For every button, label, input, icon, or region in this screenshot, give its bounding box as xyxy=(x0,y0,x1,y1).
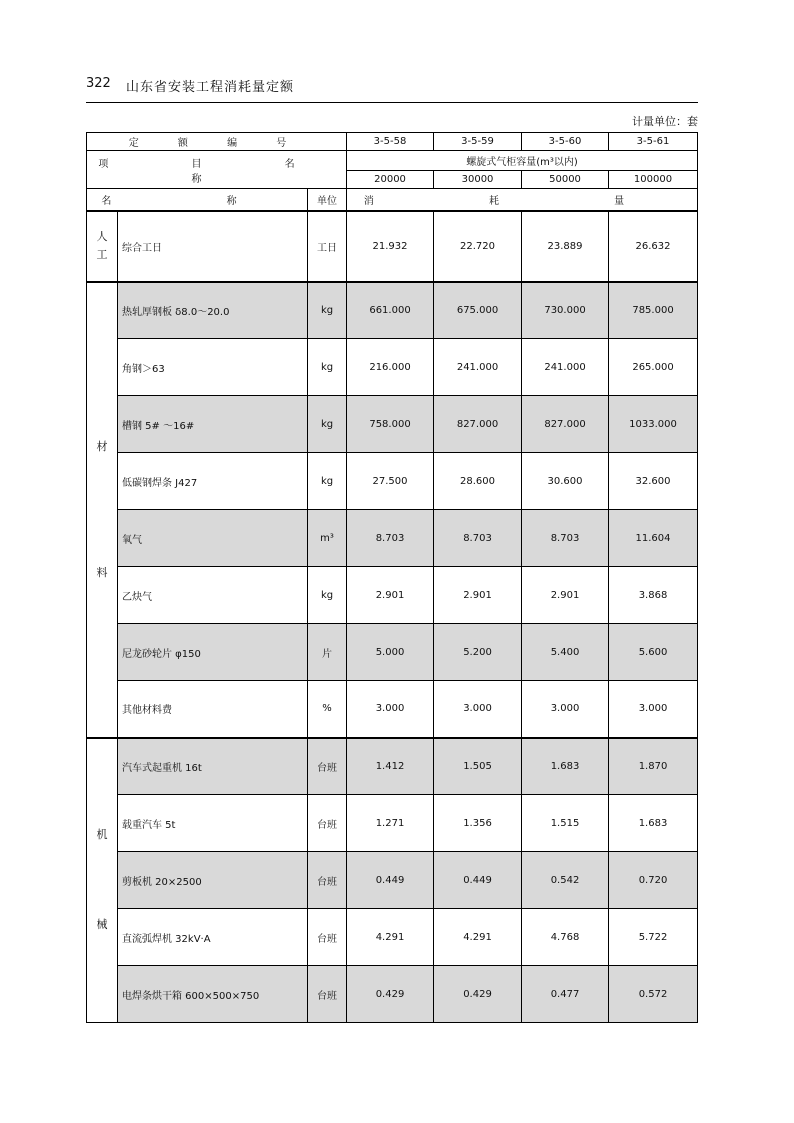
value-cell: 0.720 xyxy=(609,852,698,909)
value-cell: 0.542 xyxy=(522,852,609,909)
book-title: 山东省安装工程消耗量定额 xyxy=(126,80,295,95)
value-cell: 1033.000 xyxy=(609,396,698,453)
value-cell: 1.505 xyxy=(434,738,522,795)
resource-name: 槽钢 5# ～16# xyxy=(118,396,308,453)
quota-no-label: 定 额 编 号 xyxy=(87,133,347,151)
resource-unit: 台班 xyxy=(308,738,347,795)
quota-no: 3-5-59 xyxy=(434,133,522,151)
resource-unit: 工日 xyxy=(308,211,347,282)
value-cell: 28.600 xyxy=(434,453,522,510)
value-cell: 26.632 xyxy=(609,211,698,282)
value-cell: 0.572 xyxy=(609,966,698,1023)
value-cell: 3.868 xyxy=(609,567,698,624)
value-cell: 8.703 xyxy=(347,510,434,567)
resource-name: 汽车式起重机 16t xyxy=(118,738,308,795)
page-number: 322 xyxy=(86,76,111,91)
value-cell: 23.889 xyxy=(522,211,609,282)
col-consumption-header: 消 耗 量 xyxy=(347,189,698,211)
value-cell: 3.000 xyxy=(347,681,434,738)
value-cell: 5.200 xyxy=(434,624,522,681)
value-cell: 2.901 xyxy=(434,567,522,624)
value-cell: 3.000 xyxy=(434,681,522,738)
resource-name: 直流弧焊机 32kV·A xyxy=(118,909,308,966)
value-cell: 661.000 xyxy=(347,282,434,339)
value-cell: 0.429 xyxy=(434,966,522,1023)
value-cell: 0.477 xyxy=(522,966,609,1023)
resource-name: 综合工日 xyxy=(118,211,308,282)
value-cell: 1.271 xyxy=(347,795,434,852)
value-cell: 5.600 xyxy=(609,624,698,681)
value-cell: 5.400 xyxy=(522,624,609,681)
value-cell: 2.901 xyxy=(347,567,434,624)
resource-unit: 台班 xyxy=(308,795,347,852)
resource-name: 其他材料费 xyxy=(118,681,308,738)
page-header xyxy=(86,70,698,103)
resource-unit: % xyxy=(308,681,347,738)
value-cell: 827.000 xyxy=(434,396,522,453)
value-cell: 4.291 xyxy=(347,909,434,966)
value-cell: 1.356 xyxy=(434,795,522,852)
resource-name: 载重汽车 5t xyxy=(118,795,308,852)
resource-unit: kg xyxy=(308,453,347,510)
value-cell: 11.604 xyxy=(609,510,698,567)
value-cell: 1.515 xyxy=(522,795,609,852)
quota-no: 3-5-58 xyxy=(347,133,434,151)
resource-name: 热轧厚钢板 δ8.0～20.0 xyxy=(118,282,308,339)
value-cell: 1.412 xyxy=(347,738,434,795)
item-name: 螺旋式气柜容量(m³以内) xyxy=(347,151,698,171)
quota-table xyxy=(86,132,698,1023)
value-cell: 4.768 xyxy=(522,909,609,966)
value-cell: 3.000 xyxy=(609,681,698,738)
value-cell: 3.000 xyxy=(522,681,609,738)
value-cell: 30.600 xyxy=(522,453,609,510)
value-cell: 216.000 xyxy=(347,339,434,396)
resource-name: 尼龙砂轮片 φ150 xyxy=(118,624,308,681)
category-materials: 材 料 xyxy=(87,282,118,738)
item-label: 项 目 名 称 xyxy=(87,151,347,189)
value-cell: 758.000 xyxy=(347,396,434,453)
resource-unit: 片 xyxy=(308,624,347,681)
resource-name: 氧气 xyxy=(118,510,308,567)
resource-unit: 台班 xyxy=(308,909,347,966)
resource-name: 角钢＞63 xyxy=(118,339,308,396)
capacity: 100000 xyxy=(609,171,698,189)
resource-name: 低碳钢焊条 J427 xyxy=(118,453,308,510)
value-cell: 5.000 xyxy=(347,624,434,681)
value-cell: 0.449 xyxy=(434,852,522,909)
category-machinery: 机 械 xyxy=(87,738,118,1023)
value-cell: 675.000 xyxy=(434,282,522,339)
value-cell: 1.683 xyxy=(522,738,609,795)
resource-unit: kg xyxy=(308,567,347,624)
resource-name: 剪板机 20×2500 xyxy=(118,852,308,909)
value-cell: 32.600 xyxy=(609,453,698,510)
col-unit-header: 单位 xyxy=(308,189,347,211)
value-cell: 4.291 xyxy=(434,909,522,966)
capacity: 30000 xyxy=(434,171,522,189)
capacity: 20000 xyxy=(347,171,434,189)
capacity: 50000 xyxy=(522,171,609,189)
resource-unit: kg xyxy=(308,282,347,339)
col-name-header: 名 称 xyxy=(87,189,308,211)
quota-no: 3-5-61 xyxy=(609,133,698,151)
value-cell: 1.870 xyxy=(609,738,698,795)
resource-unit: m³ xyxy=(308,510,347,567)
unit-note: 计量单位：套 xyxy=(632,115,698,128)
value-cell: 27.500 xyxy=(347,453,434,510)
value-cell: 8.703 xyxy=(522,510,609,567)
value-cell: 8.703 xyxy=(434,510,522,567)
resource-name: 乙炔气 xyxy=(118,567,308,624)
value-cell: 730.000 xyxy=(522,282,609,339)
resource-unit: kg xyxy=(308,339,347,396)
value-cell: 241.000 xyxy=(434,339,522,396)
resource-unit: kg xyxy=(308,396,347,453)
value-cell: 1.683 xyxy=(609,795,698,852)
value-cell: 5.722 xyxy=(609,909,698,966)
value-cell: 265.000 xyxy=(609,339,698,396)
category-labor: 人 工 xyxy=(87,211,118,282)
value-cell: 827.000 xyxy=(522,396,609,453)
value-cell: 241.000 xyxy=(522,339,609,396)
value-cell: 22.720 xyxy=(434,211,522,282)
value-cell: 0.449 xyxy=(347,852,434,909)
value-cell: 21.932 xyxy=(347,211,434,282)
resource-unit: 台班 xyxy=(308,852,347,909)
resource-name: 电焊条烘干箱 600×500×750 xyxy=(118,966,308,1023)
value-cell: 0.429 xyxy=(347,966,434,1023)
resource-unit: 台班 xyxy=(308,966,347,1023)
value-cell: 785.000 xyxy=(609,282,698,339)
quota-no: 3-5-60 xyxy=(522,133,609,151)
value-cell: 2.901 xyxy=(522,567,609,624)
